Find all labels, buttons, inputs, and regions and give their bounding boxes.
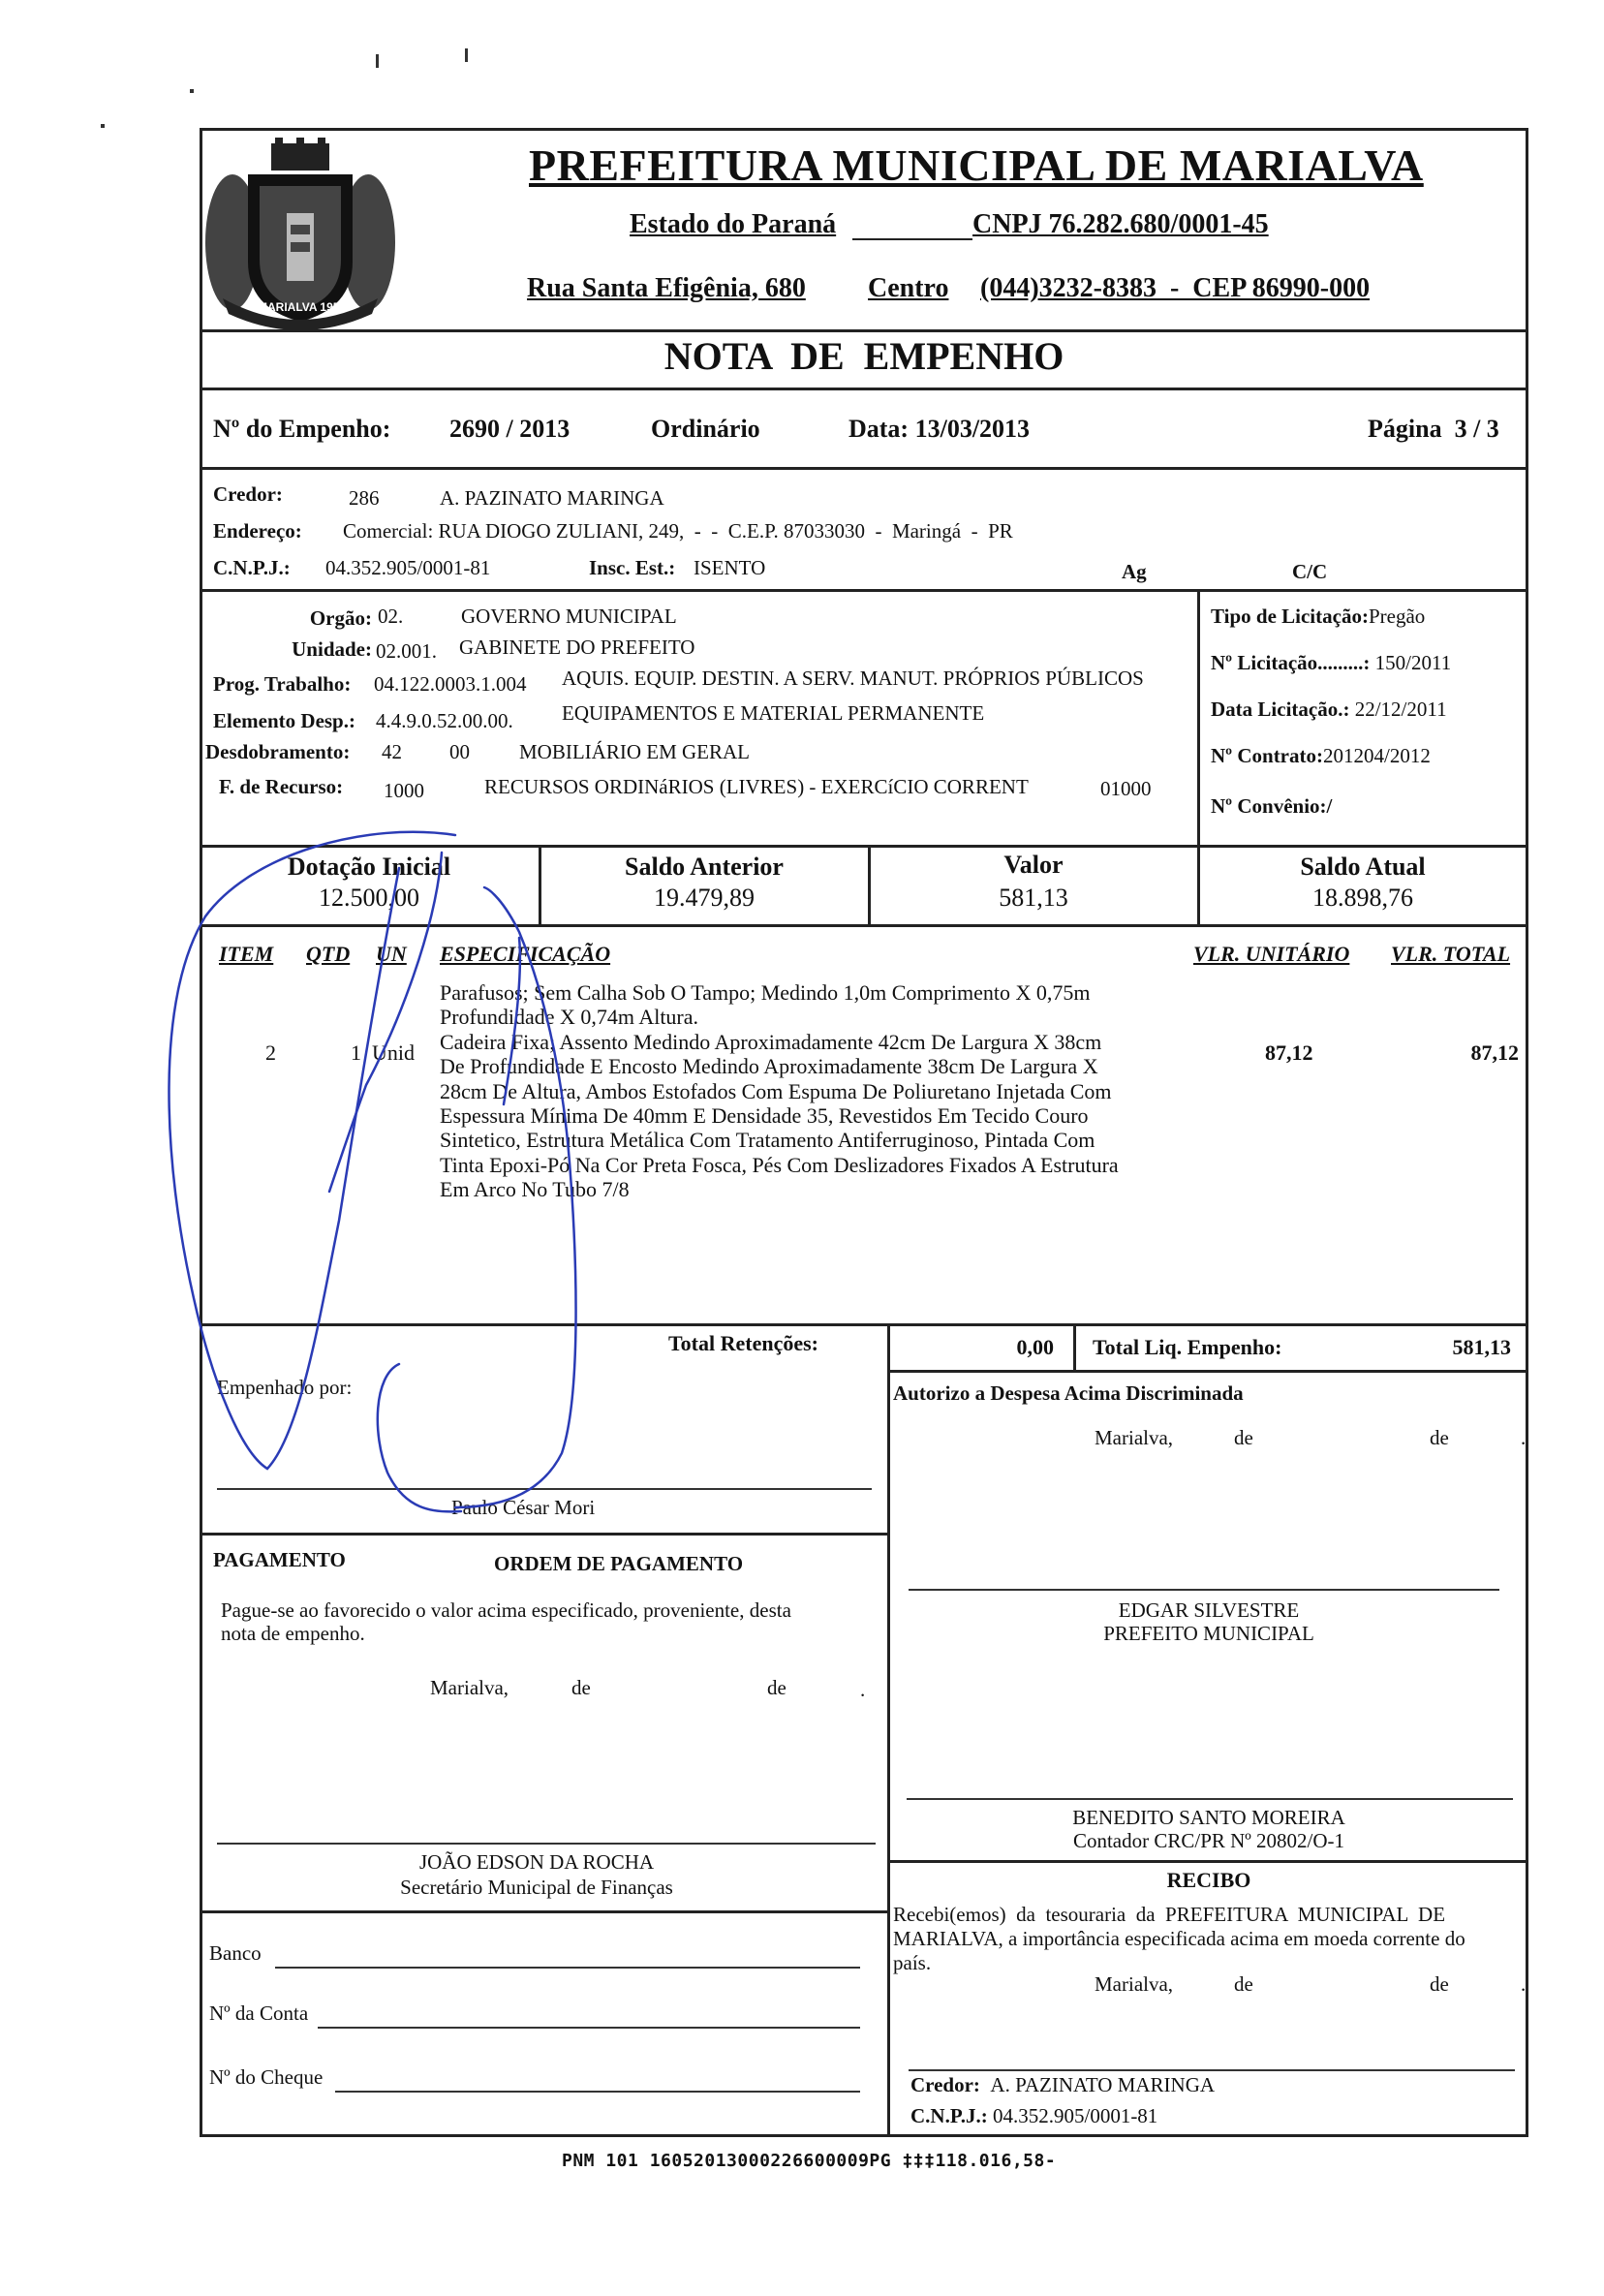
empenhado-name: Paulo César Mori [451,1496,596,1519]
recibo-line: Recebi(emos) da tesouraria da PREFEITURA MUNICIPAL DE [893,1903,1446,1926]
prog-label: Prog. Trabalho: [213,672,352,696]
spec-line: Profundidade X 0,74m Altura. [440,1005,699,1030]
conta-label: Nº da Conta [209,2001,309,2025]
org-title: PREFEITURA MUNICIPAL DE MARIALVA [529,140,1424,190]
pagamento-dot: . [860,1678,866,1701]
spec-line: Cadeira Fixa; Assento Medindo Aproximadamente 42cm De Largura X 38cm [440,1029,1102,1054]
licitacao-type-value: Pregão [1368,605,1426,628]
pagamento-label: PAGAMENTO [213,1548,346,1571]
pagamento-de2: de [767,1676,787,1699]
recibo-credor-label: Credor: [910,2073,980,2096]
credor-label: Credor: [213,482,283,506]
org-address: Rua Santa Efigênia, 680 [527,273,806,303]
recibo-credor [910,2073,1215,2097]
signature-line [907,1798,1513,1800]
conta-line [318,2027,860,2029]
banco-label: Banco [209,1941,262,1965]
stray-mark [190,89,194,93]
contrato-label: Nº Contrato: [1211,744,1323,767]
signature-line [217,1843,876,1845]
orgao: GOVERNO MUNICIPAL [461,605,677,628]
rec: RECURSOS ORDINáRIOS (LIVRES) - EXERCíCIO CORRENT [484,775,1029,798]
rec-num: 01000 [1100,777,1152,800]
saldo-atual-value: 18.898,76 [1312,884,1413,912]
divider [200,845,1528,848]
divider [1197,589,1200,845]
cheque-line [335,2091,860,2093]
stray-mark [376,54,379,68]
divider [200,589,1528,592]
unidade-label: Unidade: [292,637,372,661]
desd-code: 42 [382,740,402,763]
orgao-code: 02. [378,605,404,628]
empenho-number-label: Nº do Empenho: [213,415,391,443]
recibo-cnpj-label: C.N.P.J.: [910,2104,988,2127]
secretario-name: JOÃO EDSON DA ROCHA [418,1850,655,1874]
page-number: Página 3 / 3 [1368,415,1499,443]
credor-address: Comercial: RUA DIOGO ZULIANI, 249, - - C.E.P. 87033030 - Maringá - PR [343,519,1013,543]
divider [887,1323,890,1372]
prefeito-name: EDGAR SILVESTRE [1118,1598,1300,1622]
col-vlr-unitario: VLR. UNITÁRIO [1193,942,1350,966]
pagamento-text-2: nota de empenho. [221,1622,365,1645]
rec-code: 1000 [384,779,424,802]
pagamento-de1: de [571,1676,591,1699]
recibo-dot: . [1521,1972,1527,1996]
prog: AQUIS. EQUIP. DESTIN. A SERV. MANUT. PRÓPRIOS PÚBLICOS [562,667,1144,690]
pagamento-place: Marialva, [430,1676,509,1699]
divider [200,388,1528,390]
item-number: 2 [265,1040,276,1065]
col-qtd: QTD [306,942,351,966]
divider [1073,1323,1076,1372]
footer-code: PNM 101 16052013000226600009PG ‡‡‡118.016,58- [562,2151,1057,2171]
orgao-label: Orgão: [309,606,372,630]
elem: EQUIPAMENTOS E MATERIAL PERMANENTE [562,701,985,725]
insc-value: ISENTO [694,556,766,579]
col-vlr-total: VLR. TOTAL [1391,942,1511,966]
divider [200,467,1528,470]
ag-label: Ag [1122,560,1147,583]
credor-cnpj: 04.352.905/0001-81 [325,556,491,579]
contrato-value: 201204/2012 [1323,744,1431,767]
desd: MOBILIÁRIO EM GERAL [519,740,750,763]
licitacao-date-value: 22/12/2011 [1354,698,1447,721]
spec-line: Sintetico, Estrutura Metálica Com Tratamento Antiferruginoso, Pintada Com [440,1128,1095,1153]
pagamento-text-1: Pague-se ao favorecido o valor acima especificado, proveniente, desta [221,1598,791,1622]
rec-label: F. de Recurso: [219,775,344,798]
divider [887,1860,1528,1863]
unidade-code: 02.001. [376,639,437,663]
header-underline [852,238,972,240]
cc-label: C/C [1292,560,1328,583]
saldo-anterior-label: Saldo Anterior [625,853,784,881]
licitacao-number-label: Nº Licitação.........: [1211,651,1371,674]
autorizo-de2: de [1430,1426,1449,1449]
desd-sub: 00 [449,740,470,763]
coat-of-arms-banner-text: MARIALVA 1951 [258,300,347,314]
licitacao-number [1211,651,1451,675]
spec-line: Em Arco No Tubo 7/8 [440,1177,630,1202]
item-specification [440,980,1137,1202]
dotacao-label: Dotação Inicial [287,853,451,881]
coat-of-arms [203,136,397,339]
insc-label: Insc. Est.: [589,556,676,579]
spec-line: 28cm De Altura, Ambos Estofados Com Espuma De Poliuretano Injetada Com [440,1078,1112,1103]
dotacao-value: 12.500,00 [319,884,419,912]
banco-line [275,1967,860,1969]
divider [887,1370,890,2137]
spec-line: Espessura Mínima De 40mm E Densidade 35, Revestidos Em Tecido Couro [440,1103,1089,1129]
empenho-type: Ordinário [651,415,760,443]
empenho-date: Data: 13/03/2013 [848,415,1031,443]
autorizo-place: Marialva, [1095,1426,1174,1449]
credor-code: 286 [349,486,380,510]
contrato [1211,744,1431,768]
divider [200,1910,887,1913]
retencoes-label: Total Retenções: [668,1331,818,1355]
licitacao-date-label: Data Licitação.: [1211,698,1350,721]
spec-line: De Profundidade E Encosto Medindo Aproximadamente 38cm De Largura X [440,1054,1098,1079]
valor-value: 581,13 [999,884,1068,912]
item-qtd: 1 [351,1040,361,1065]
divider [200,329,1528,332]
recibo-line: MARIALVA, a importância especificada acima em moeda corrente do [893,1927,1465,1950]
address-label: Endereço: [213,519,302,543]
autorizo-dot: . [1521,1426,1527,1449]
signature-line [217,1488,872,1490]
liq-value: 581,13 [1452,1335,1511,1359]
autorizo-de1: de [1234,1426,1253,1449]
spec-line: Tinta Epoxi-Pó Na Cor Preta Fosca, Pés Com Deslizadores Fixados A Estrutura [440,1152,1119,1177]
recibo-line: país. [893,1951,932,1974]
recibo-cnpj-value: 04.352.905/0001-81 [992,2104,1158,2127]
recibo-de2: de [1430,1972,1449,1996]
recibo-text [893,1903,1519,1975]
licitacao-number-value: 150/2011 [1374,651,1452,674]
licitacao-date [1211,698,1447,722]
valor-label: Valor [1003,851,1064,879]
empenho-number: 2690 / 2013 [449,415,571,443]
document-title: NOTA DE EMPENHO [663,334,1064,378]
col-especificacao: ESPECIFICAÇÃO [440,942,611,966]
divider [200,1323,1528,1326]
col-item: ITEM [219,942,274,966]
empenhado-label: Empenhado por: [217,1376,353,1399]
cnpj-label: C.N.P.J.: [213,556,291,579]
stray-mark [465,48,468,62]
contador-name: BENEDITO SANTO MOREIRA [1072,1806,1345,1829]
convenio-label: Nº Convênio:/ [1211,794,1333,818]
recibo-de1: de [1234,1972,1253,1996]
divider [200,924,1528,927]
saldo-anterior-value: 19.479,89 [654,884,755,912]
unidade: GABINETE DO PREFEITO [459,636,695,659]
retencoes-value: 0,00 [1016,1335,1054,1359]
secretario-role: Secretário Municipal de Finanças [400,1876,673,1899]
divider [887,1370,1528,1373]
autorizo-label: Autorizo a Despesa Acima Discriminada [893,1381,1244,1405]
liq-label: Total Liq. Empenho: [1093,1335,1282,1359]
spec-line: Parafusos; Sem Calha Sob O Tampo; Medindo 1,0m Comprimento X 0,75m [440,980,1091,1005]
recibo-place: Marialva, [1095,1972,1174,1996]
contador-role: Contador CRC/PR Nº 20802/O-1 [1072,1829,1345,1852]
elem-code: 4.4.9.0.52.00.00. [376,709,513,732]
stray-mark [101,124,105,128]
saldo-atual-label: Saldo Atual [1300,853,1426,881]
elem-label: Elemento Desp.: [213,709,355,732]
col-un: UN [376,942,407,966]
licitacao-type [1211,605,1425,629]
desd-label: Desdobramento: [205,740,351,763]
org-cnpj: CNPJ 76.282.680/0001-45 [972,209,1269,239]
org-phone-cep: (044)3232-8383 - CEP 86990-000 [980,273,1371,303]
licitacao-type-label: Tipo de Licitação: [1211,605,1369,628]
org-district: Centro [868,273,949,303]
ordem-pagamento-label: ORDEM DE PAGAMENTO [494,1552,744,1575]
recibo-credor-name: A. PAZINATO MARINGA [990,2073,1216,2096]
signature-line [909,2069,1515,2071]
cheque-label: Nº do Cheque [209,2065,324,2089]
signature-line [909,1589,1499,1591]
prog-code: 04.122.0003.1.004 [374,672,527,696]
divider [200,1533,887,1536]
prefeito-role: PREFEITO MUNICIPAL [1103,1622,1314,1645]
state-name: Estado do Paraná [630,209,837,239]
recibo-title: RECIBO [1166,1868,1251,1892]
item-vlr-unitario: 87,12 [1265,1040,1313,1065]
item-vlr-total: 87,12 [1470,1040,1519,1065]
credor-name: A. PAZINATO MARINGA [440,486,664,510]
item-un: Unid [372,1040,415,1065]
recibo-cnpj [910,2104,1157,2128]
